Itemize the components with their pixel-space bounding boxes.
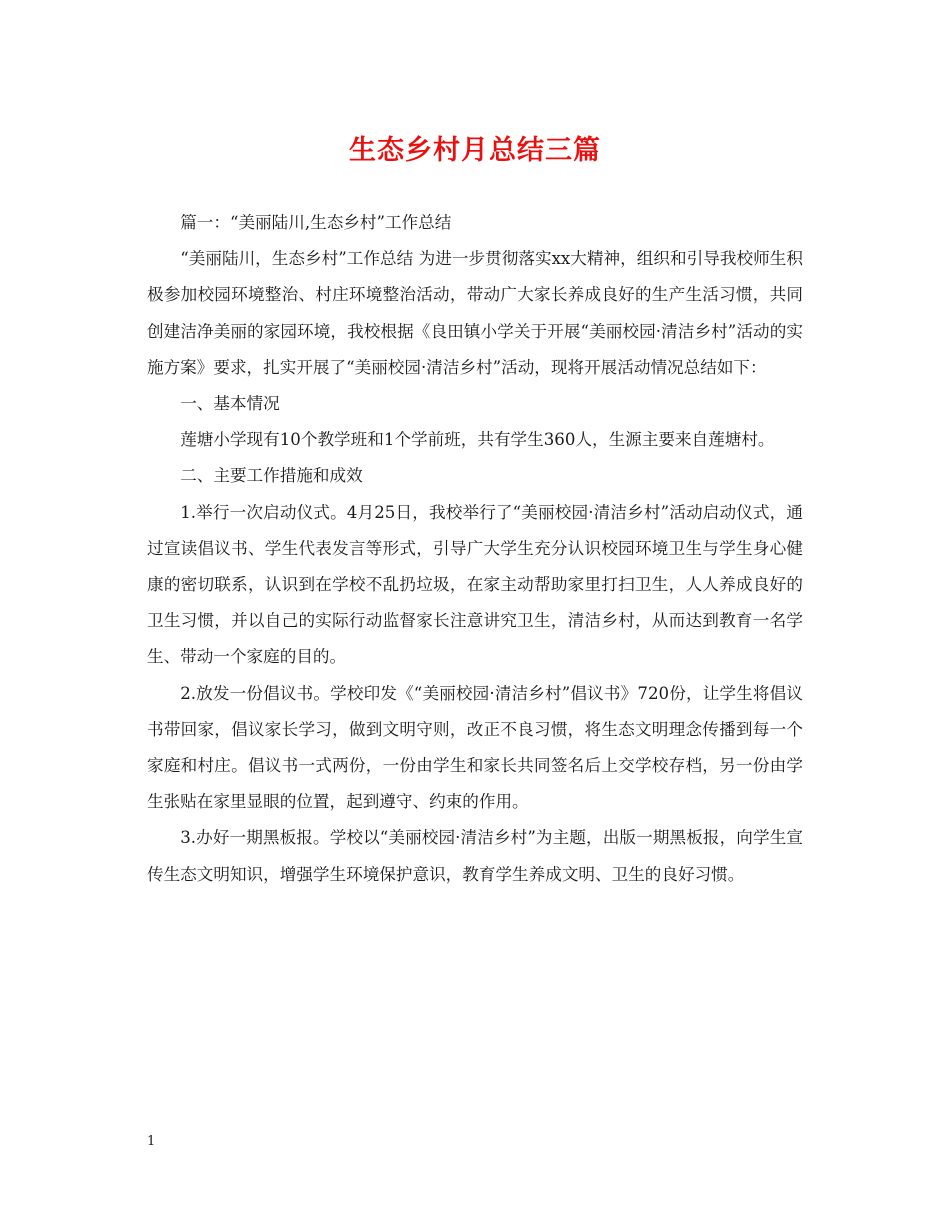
measure-item-1: 1.举行一次启动仪式。4月25日，我校举行了“美丽校园·清洁乡村”活动启动仪式，通过宣读倡议书、学生代表发言等形式，引导广大学生充分认识校园环境卫生与学生身心健康的密切联系，认识到在学校不乱扔垃圾，在家主动帮助家里打扫卫生，人人养成良好的卫生习惯，并以自己的实际行动监督家长注意讲究卫生，清洁乡村，从而达到教育一名学生、带动一个家庭的目的。 — [147, 502, 803, 667]
measure-item-2: 2.放发一份倡议书。学校印发《“美丽校园·清洁乡村”倡议书》720份，让学生将倡议书带回家，倡议家长学习，做到文明守则，改正不良习惯，将生态文明理念传播到每一个家庭和村庄。倡议书一式两份，一份由学生和家长共同签名后上交学校存档，另一份由学生张贴在家里显眼的位置，起到遵守、约束的作用。 — [147, 683, 803, 812]
intro-paragraph: “美丽陆川，生态乡村”工作总结 为进一步贯彻落实xx大精神，组织和引导我校师生积极参加校园环境整治、村庄环境整治活动，带动广大家长养成良好的生产生活习惯，共同创建洁净美丽的家园环境，我校根据《良田镇小学关于开展“美丽校园·清洁乡村”活动的实施方案》要求，扎实开展了“美丽校园·清洁乡村”活动，现将开展活动情况总结如下： — [147, 249, 803, 377]
document-title: 生态乡村月总结三篇 — [349, 135, 601, 166]
page-number: 1 — [147, 1134, 156, 1149]
measure-item-3: 3.办好一期黑板报。学校以“美丽校园·清洁乡村”为主题，出版一期黑板报，向学生宣传生态文明知识，增强学生环境保护意识，教育学生养成文明、卫生的良好习惯。 — [147, 828, 803, 884]
document-body — [147, 205, 803, 893]
section-heading-part-one: 篇一：“美丽陆川,生态乡村”工作总结 — [180, 213, 452, 232]
section-heading-main-measures: 二、主要工作措施和成效 — [180, 466, 363, 486]
basic-situation-paragraph: 莲塘小学现有10个教学班和1个学前班，共有学生360人，生源主要来自莲塘村。 — [180, 430, 775, 450]
section-heading-basic-situation: 一、基本情况 — [180, 394, 280, 414]
